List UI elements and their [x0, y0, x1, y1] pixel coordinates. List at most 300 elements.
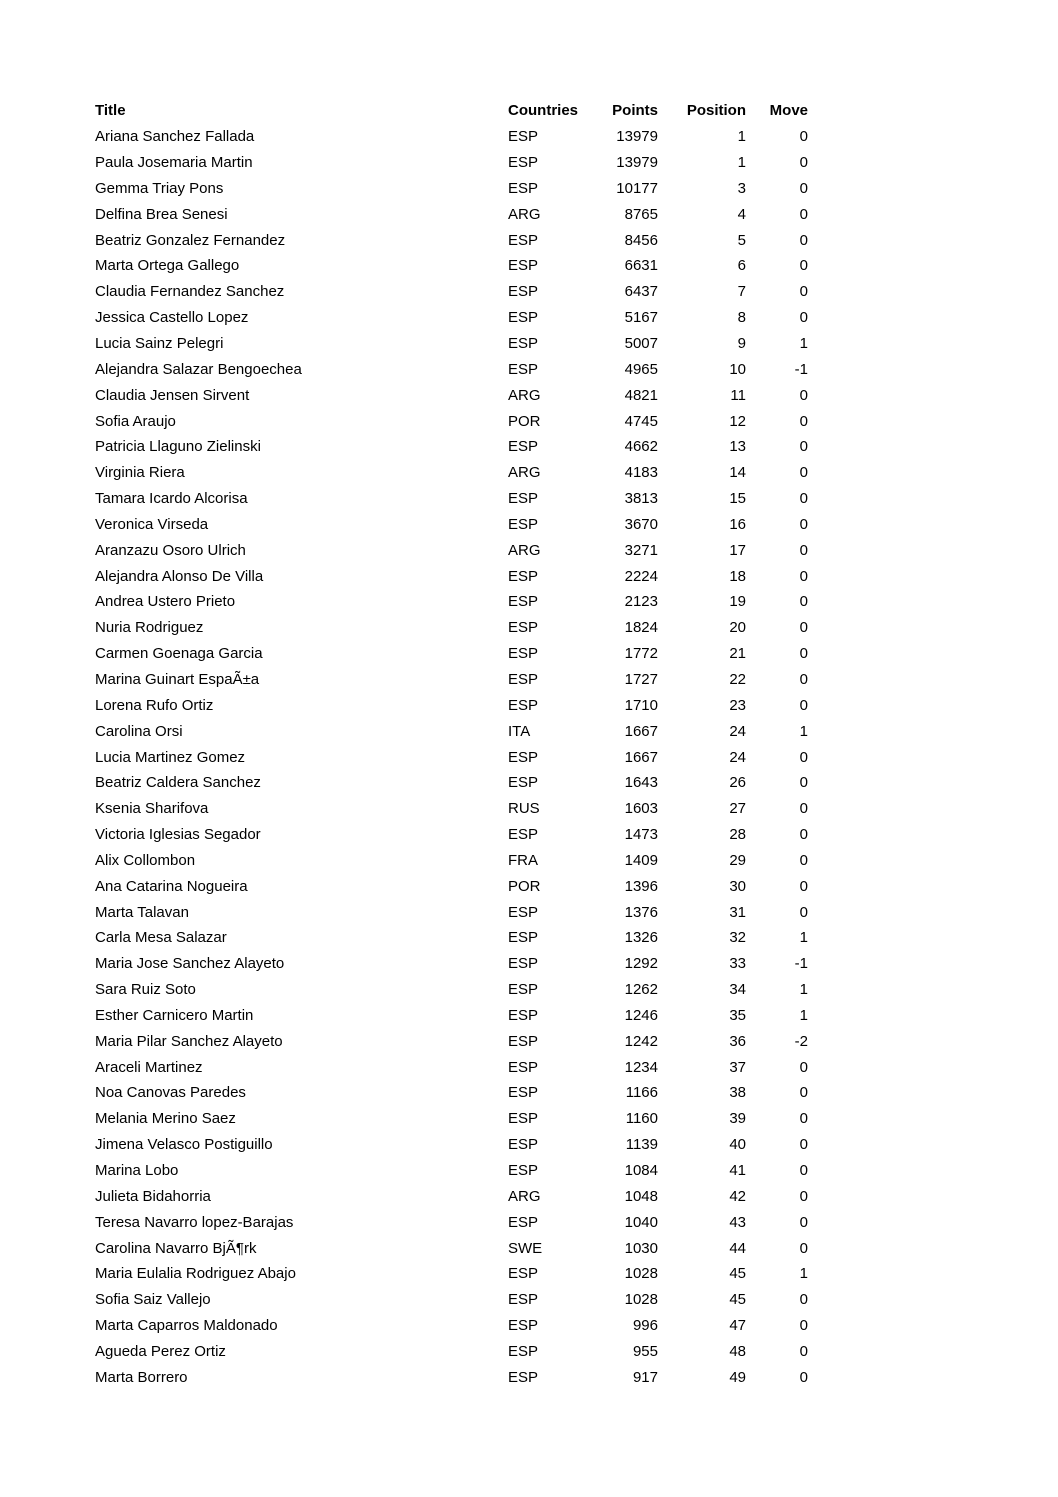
cell-position: 11 — [730, 386, 746, 404]
cell-move: 0 — [799, 438, 808, 456]
cell-title: Alejandra Salazar Bengoechea — [95, 360, 302, 378]
cell-points: 917 — [632, 1368, 658, 1386]
table-row — [95, 847, 808, 873]
table-row — [95, 1339, 808, 1365]
cell-position: 29 — [729, 851, 746, 869]
cell-position: 12 — [729, 412, 746, 430]
table-row — [95, 692, 808, 718]
cell-points: 1028 — [624, 1265, 658, 1283]
cell-country: ESP — [508, 1213, 539, 1231]
cell-position: 42 — [729, 1187, 746, 1205]
cell-move: 1 — [799, 722, 808, 740]
cell-country: ARG — [508, 541, 541, 559]
cell-title: Melania Merino Saez — [95, 1110, 236, 1128]
cell-country: ESP — [508, 1265, 539, 1283]
cell-position: 49 — [729, 1368, 746, 1386]
cell-title: Marta Caparros Maldonado — [95, 1317, 278, 1335]
table-row — [95, 201, 808, 227]
cell-position: 8 — [737, 309, 746, 327]
cell-title: Claudia Jensen Sirvent — [95, 386, 250, 404]
cell-country: ESP — [508, 903, 539, 921]
cell-title: Teresa Navarro lopez-Barajas — [95, 1213, 294, 1231]
table-row — [95, 1054, 808, 1080]
cell-points: 4821 — [624, 386, 658, 404]
cell-country: POR — [508, 877, 541, 895]
cell-country: ESP — [508, 826, 539, 844]
cell-points: 1396 — [624, 877, 658, 895]
cell-points: 1048 — [624, 1187, 658, 1205]
cell-country: ESP — [508, 929, 539, 947]
table-row — [95, 667, 808, 693]
table-row — [95, 1158, 808, 1184]
cell-position: 1 — [737, 154, 746, 172]
cell-move: 1 — [799, 1265, 808, 1283]
cell-move: 0 — [799, 1136, 808, 1154]
cell-position: 32 — [729, 929, 746, 947]
cell-position: 16 — [729, 515, 746, 533]
cell-position: 1 — [737, 128, 746, 146]
cell-country: ESP — [508, 1136, 539, 1154]
cell-move: 0 — [799, 1213, 808, 1231]
cell-position: 48 — [729, 1342, 746, 1360]
cell-title: Lucia Martinez Gomez — [95, 748, 246, 766]
cell-position: 23 — [729, 696, 746, 714]
table-row — [95, 253, 808, 279]
cell-move: 0 — [799, 309, 808, 327]
cell-title: Patricia Llaguno Zielinski — [95, 438, 261, 456]
cell-country: ESP — [508, 438, 539, 456]
cell-position: 15 — [729, 490, 746, 508]
cell-points: 1292 — [624, 955, 658, 973]
cell-country: ESP — [508, 128, 539, 146]
cell-points: 1409 — [624, 851, 658, 869]
col-header-points: Points — [612, 102, 658, 120]
cell-country: ARG — [508, 464, 541, 482]
cell-country: ESP — [508, 1342, 539, 1360]
cell-title: Agueda Perez Ortiz — [95, 1342, 226, 1360]
cell-move: 1 — [799, 981, 808, 999]
cell-move: 0 — [799, 1239, 808, 1257]
cell-points: 1473 — [624, 826, 658, 844]
cell-move: 0 — [799, 1110, 808, 1128]
cell-title: Beatriz Caldera Sanchez — [95, 774, 261, 792]
table-row — [95, 356, 808, 382]
cell-title: Ana Catarina Nogueira — [95, 877, 248, 895]
cell-move: 0 — [799, 800, 808, 818]
cell-title: Ariana Sanchez Fallada — [95, 128, 255, 146]
table-row — [95, 589, 808, 615]
cell-country: ARG — [508, 205, 541, 223]
cell-country: ESP — [508, 1110, 539, 1128]
cell-position: 43 — [729, 1213, 746, 1231]
cell-move: 0 — [799, 593, 808, 611]
table-row — [95, 615, 808, 641]
cell-title: Beatriz Gonzalez Fernandez — [95, 231, 286, 249]
cell-move: 0 — [799, 1317, 808, 1335]
cell-points: 1824 — [624, 619, 658, 637]
cell-points: 6631 — [624, 257, 658, 275]
cell-points: 3670 — [624, 515, 658, 533]
cell-move: -1 — [794, 955, 808, 973]
cell-move: 0 — [799, 1058, 808, 1076]
cell-country: ESP — [508, 645, 539, 663]
cell-title: Ksenia Sharifova — [95, 800, 209, 818]
cell-title: Marta Ortega Gallego — [95, 257, 240, 275]
cell-position: 36 — [729, 1032, 746, 1050]
cell-position: 34 — [729, 981, 746, 999]
cell-points: 13979 — [616, 128, 658, 146]
cell-points: 1160 — [625, 1110, 658, 1128]
cell-country: ESP — [508, 257, 539, 275]
cell-country: ESP — [508, 670, 539, 688]
cell-points: 1166 — [625, 1084, 658, 1102]
cell-title: Carmen Goenaga Garcia — [95, 645, 263, 663]
cell-points: 1727 — [624, 670, 658, 688]
cell-move: 0 — [799, 670, 808, 688]
cell-points: 10177 — [616, 179, 658, 197]
cell-title: Maria Jose Sanchez Alayeto — [95, 955, 285, 973]
cell-move: 0 — [799, 412, 808, 430]
cell-country: ESP — [508, 955, 539, 973]
cell-country: ESP — [508, 1317, 539, 1335]
table-row — [95, 1028, 808, 1054]
table-row — [95, 718, 808, 744]
table-row — [95, 227, 808, 253]
table-row — [95, 537, 808, 563]
cell-move: 0 — [799, 1187, 808, 1205]
cell-move: 0 — [799, 748, 808, 766]
table-row — [95, 977, 808, 1003]
cell-title: Esther Carnicero Martin — [95, 1006, 254, 1024]
cell-title: Victoria Iglesias Segador — [95, 826, 261, 844]
cell-points: 4965 — [624, 360, 658, 378]
cell-country: FRA — [508, 851, 538, 869]
table-row — [95, 1080, 808, 1106]
cell-title: Maria Eulalia Rodriguez Abajo — [95, 1265, 296, 1283]
cell-country: ESP — [508, 360, 539, 378]
cell-country: ARG — [508, 386, 541, 404]
cell-points: 4745 — [624, 412, 658, 430]
table-row — [95, 305, 808, 331]
cell-country: ESP — [508, 1291, 539, 1309]
cell-move: 0 — [799, 567, 808, 585]
cell-points: 1084 — [624, 1162, 658, 1180]
cell-title: Jimena Velasco Postiguillo — [95, 1136, 273, 1154]
cell-points: 1262 — [624, 981, 658, 999]
cell-points: 1030 — [624, 1239, 658, 1257]
cell-position: 44 — [729, 1239, 746, 1257]
cell-country: ESP — [508, 1084, 539, 1102]
cell-position: 38 — [729, 1084, 746, 1102]
ranking-table — [95, 98, 808, 1390]
cell-title: Sofia Saiz Vallejo — [95, 1291, 211, 1309]
cell-move: 0 — [799, 490, 808, 508]
cell-move: 0 — [799, 851, 808, 869]
cell-title: Delfina Brea Senesi — [95, 205, 228, 223]
cell-position: 10 — [729, 360, 746, 378]
cell-move: 0 — [799, 826, 808, 844]
cell-points: 1603 — [624, 800, 658, 818]
table-row — [95, 1003, 808, 1029]
table-row — [95, 1132, 808, 1158]
cell-title: Jessica Castello Lopez — [95, 309, 249, 327]
cell-country: ESP — [508, 1006, 539, 1024]
cell-position: 5 — [737, 231, 746, 249]
table-row — [95, 150, 808, 176]
table-row — [95, 434, 808, 460]
cell-position: 19 — [729, 593, 746, 611]
cell-position: 41 — [729, 1162, 746, 1180]
cell-move: 0 — [799, 515, 808, 533]
cell-points: 1326 — [624, 929, 658, 947]
cell-title: Lorena Rufo Ortiz — [95, 696, 214, 714]
table-row — [95, 1313, 808, 1339]
cell-move: 0 — [799, 696, 808, 714]
cell-title: Gemma Triay Pons — [95, 179, 224, 197]
cell-points: 1667 — [624, 722, 658, 740]
cell-points: 1040 — [624, 1213, 658, 1231]
cell-position: 21 — [729, 645, 746, 663]
cell-move: 0 — [799, 257, 808, 275]
cell-position: 24 — [729, 722, 746, 740]
cell-country: ESP — [508, 981, 539, 999]
cell-position: 28 — [729, 826, 746, 844]
table-row — [95, 460, 808, 486]
cell-move: 0 — [799, 464, 808, 482]
cell-position: 45 — [729, 1265, 746, 1283]
cell-country: SWE — [508, 1239, 543, 1257]
header-row — [95, 98, 808, 124]
table-row — [95, 1261, 808, 1287]
table-row — [95, 1287, 808, 1313]
cell-move: 0 — [799, 231, 808, 249]
cell-title: Araceli Martinez — [95, 1058, 203, 1076]
cell-title: Aranzazu Osoro Ulrich — [95, 541, 246, 559]
col-header-title: Title — [95, 102, 126, 120]
cell-move: 0 — [799, 1084, 808, 1102]
cell-position: 9 — [737, 335, 746, 353]
cell-position: 7 — [737, 283, 746, 301]
table-row — [95, 563, 808, 589]
cell-country: ARG — [508, 1187, 541, 1205]
cell-move: -2 — [794, 1032, 808, 1050]
cell-position: 17 — [729, 541, 746, 559]
cell-country: ESP — [508, 335, 539, 353]
table-row — [95, 822, 808, 848]
cell-title: Sofia Araujo — [95, 412, 176, 430]
table-row — [95, 279, 808, 305]
cell-move: 0 — [799, 645, 808, 663]
cell-title: Tamara Icardo Alcorisa — [95, 490, 248, 508]
cell-move: 1 — [799, 1006, 808, 1024]
cell-move: 1 — [799, 929, 808, 947]
cell-title: Alejandra Alonso De Villa — [95, 567, 264, 585]
cell-country: ESP — [508, 619, 539, 637]
cell-points: 955 — [632, 1342, 658, 1360]
cell-move: 0 — [799, 283, 808, 301]
cell-move: 0 — [799, 619, 808, 637]
cell-move: 0 — [799, 154, 808, 172]
cell-points: 1376 — [624, 903, 658, 921]
cell-position: 26 — [729, 774, 746, 792]
table-row — [95, 1183, 808, 1209]
cell-position: 31 — [729, 903, 746, 921]
cell-country: ESP — [508, 748, 539, 766]
cell-country: ESP — [508, 567, 539, 585]
cell-move: 0 — [799, 877, 808, 895]
cell-points: 8765 — [624, 205, 658, 223]
table-row — [95, 331, 808, 357]
cell-title: Marta Borrero — [95, 1368, 188, 1386]
cell-points: 5007 — [624, 335, 658, 353]
cell-move: 0 — [799, 903, 808, 921]
cell-points: 2224 — [624, 567, 658, 585]
table-row — [95, 1235, 808, 1261]
cell-move: 1 — [799, 335, 808, 353]
cell-title: Maria Pilar Sanchez Alayeto — [95, 1032, 283, 1050]
cell-position: 14 — [729, 464, 746, 482]
cell-position: 47 — [729, 1317, 746, 1335]
cell-points: 1667 — [624, 748, 658, 766]
cell-points: 1772 — [624, 645, 658, 663]
table-row — [95, 124, 808, 150]
cell-country: ESP — [508, 1058, 539, 1076]
cell-move: 0 — [799, 1342, 808, 1360]
cell-country: ESP — [508, 231, 539, 249]
cell-move: 0 — [799, 205, 808, 223]
table-row — [95, 1209, 808, 1235]
table-row — [95, 899, 808, 925]
cell-title: Claudia Fernandez Sanchez — [95, 283, 285, 301]
cell-move: 0 — [799, 541, 808, 559]
cell-position: 13 — [729, 438, 746, 456]
cell-country: ESP — [508, 309, 539, 327]
cell-points: 1139 — [625, 1136, 658, 1154]
cell-points: 5167 — [624, 309, 658, 327]
cell-title: Nuria Rodriguez — [95, 619, 204, 637]
cell-country: ESP — [508, 1162, 539, 1180]
cell-title: Marta Talavan — [95, 903, 189, 921]
cell-title: Marina Lobo — [95, 1162, 179, 1180]
cell-points: 3813 — [624, 490, 658, 508]
cell-move: 0 — [799, 774, 808, 792]
cell-position: 3 — [737, 179, 746, 197]
table-row — [95, 796, 808, 822]
cell-position: 24 — [729, 748, 746, 766]
table-row — [95, 770, 808, 796]
cell-position: 4 — [737, 205, 746, 223]
cell-country: POR — [508, 412, 541, 430]
cell-position: 30 — [729, 877, 746, 895]
cell-position: 39 — [729, 1110, 746, 1128]
cell-points: 3271 — [624, 541, 658, 559]
cell-position: 40 — [729, 1136, 746, 1154]
cell-position: 20 — [729, 619, 746, 637]
cell-country: ITA — [508, 722, 531, 740]
cell-points: 8456 — [624, 231, 658, 249]
cell-country: ESP — [508, 1032, 539, 1050]
cell-move: 0 — [799, 179, 808, 197]
cell-country: ESP — [508, 515, 539, 533]
table-row — [95, 1106, 808, 1132]
cell-country: ESP — [508, 179, 539, 197]
cell-title: Julieta Bidahorria — [95, 1187, 211, 1205]
cell-title: Paula Josemaria Martin — [95, 154, 253, 172]
cell-title: Carolina Navarro BjÃ¶rk — [95, 1239, 257, 1257]
col-header-position: Position — [686, 102, 746, 120]
cell-country: ESP — [508, 696, 539, 714]
table-row — [95, 176, 808, 202]
cell-points: 2123 — [624, 593, 658, 611]
cell-position: 27 — [729, 800, 746, 818]
cell-points: 1246 — [624, 1006, 658, 1024]
cell-move: 0 — [799, 1162, 808, 1180]
cell-move: 0 — [799, 386, 808, 404]
cell-title: Veronica Virseda — [95, 515, 209, 533]
cell-points: 1710 — [624, 696, 658, 714]
col-header-countries: Countries — [508, 102, 579, 120]
table-row — [95, 641, 808, 667]
cell-title: Lucia Sainz Pelegri — [95, 335, 224, 353]
cell-position: 18 — [729, 567, 746, 585]
ranking-table-container — [95, 98, 808, 1390]
cell-position: 33 — [729, 955, 746, 973]
cell-move: -1 — [794, 360, 808, 378]
cell-position: 6 — [737, 257, 746, 275]
table-row — [95, 1364, 808, 1390]
table-body — [95, 124, 808, 1390]
cell-points: 4183 — [624, 464, 658, 482]
cell-country: ESP — [508, 593, 539, 611]
cell-points: 1028 — [624, 1291, 658, 1309]
cell-position: 45 — [729, 1291, 746, 1309]
cell-title: Virginia Riera — [95, 464, 185, 482]
cell-move: 0 — [799, 128, 808, 146]
cell-move: 0 — [799, 1368, 808, 1386]
cell-points: 4662 — [624, 438, 658, 456]
cell-position: 22 — [729, 670, 746, 688]
cell-title: Carla Mesa Salazar — [95, 929, 227, 947]
table-row — [95, 951, 808, 977]
cell-points: 13979 — [616, 154, 658, 172]
cell-position: 37 — [729, 1058, 746, 1076]
cell-country: ESP — [508, 283, 539, 301]
col-header-move: Move — [769, 102, 808, 120]
table-row — [95, 744, 808, 770]
cell-position: 35 — [729, 1006, 746, 1024]
table-row — [95, 382, 808, 408]
cell-country: ESP — [508, 1368, 539, 1386]
table-row — [95, 512, 808, 538]
table-row — [95, 486, 808, 512]
cell-title: Carolina Orsi — [95, 722, 183, 740]
cell-title: Alix Collombon — [95, 851, 196, 869]
cell-points: 6437 — [624, 283, 658, 301]
cell-title: Andrea Ustero Prieto — [95, 593, 236, 611]
cell-title: Noa Canovas Paredes — [95, 1084, 246, 1102]
cell-title: Sara Ruiz Soto — [95, 981, 196, 999]
cell-move: 0 — [799, 1291, 808, 1309]
cell-country: RUS — [508, 800, 540, 818]
cell-country: ESP — [508, 774, 539, 792]
cell-points: 1234 — [624, 1058, 658, 1076]
cell-title: Marina Guinart EspaÃ±a — [95, 670, 260, 688]
cell-points: 996 — [632, 1317, 658, 1335]
cell-points: 1643 — [624, 774, 658, 792]
table-row — [95, 408, 808, 434]
table-row — [95, 873, 808, 899]
cell-points: 1242 — [624, 1032, 658, 1050]
